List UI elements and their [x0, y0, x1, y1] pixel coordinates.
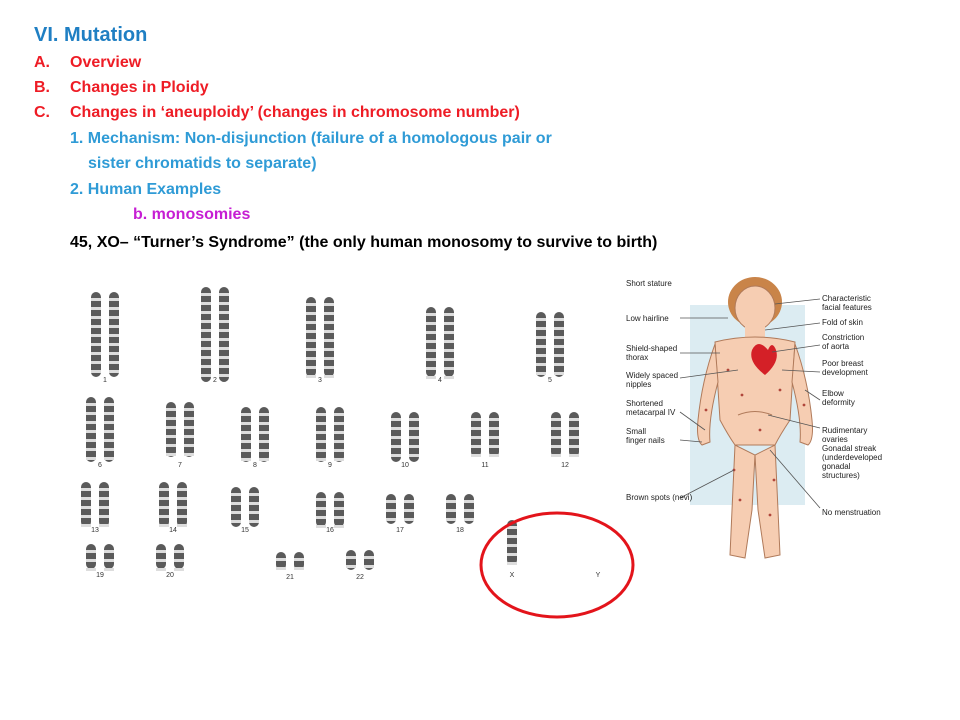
chromosome-label: X — [509, 572, 515, 579]
chromosome-1 — [91, 292, 119, 384]
chromosome-label: 14 — [169, 527, 177, 534]
chromosome-7 — [166, 402, 194, 469]
chromosome-label: 10 — [401, 462, 409, 469]
chromosome-label: 13 — [91, 527, 99, 534]
label-low-hairline: Low hairline — [626, 314, 669, 323]
label-shield-thorax-2: thorax — [626, 353, 649, 362]
chromosome-label: 9 — [328, 462, 332, 469]
item-b-marker: B. — [34, 79, 50, 96]
label-metacarpal-1: Shortened — [626, 399, 663, 408]
label-metacarpal-2: metacarpal IV — [626, 408, 676, 417]
chromosome-label: 16 — [326, 527, 334, 534]
turner-line: 45, XO– “Turner’s Syndrome” (the only human monosomy to survive to birth) — [70, 234, 658, 251]
label-ovaries-1: Rudimentary — [822, 426, 868, 435]
chromosome-3 — [306, 297, 334, 384]
label-no-menstruation: No menstruation — [822, 508, 881, 517]
label-nails-2: finger nails — [626, 436, 665, 445]
chromosome-label: 17 — [396, 527, 404, 534]
chromosome-9 — [316, 407, 344, 469]
chromosome-label: 2 — [213, 377, 217, 384]
chromosome-label: 20 — [166, 572, 174, 579]
chromosome-20 — [156, 544, 184, 579]
chromosome-15 — [231, 487, 259, 534]
chromosome-4 — [426, 307, 454, 384]
label-gonadal-1: Gonadal streak — [822, 444, 877, 453]
chromosome-13 — [81, 482, 109, 534]
chromosome-14 — [159, 482, 187, 534]
label-gonadal-4: structures) — [822, 471, 860, 480]
label-nails-1: Small — [626, 427, 647, 436]
label-aorta-2: of aorta — [822, 342, 850, 351]
chromosome-label: 21 — [286, 574, 294, 581]
chromosome-8 — [241, 407, 269, 469]
chromosome-label: 8 — [253, 462, 257, 469]
item-b-text: Changes in Ploidy — [70, 79, 209, 96]
item-a-text: Overview — [70, 54, 142, 71]
label-gonadal-3: gonadal — [822, 462, 851, 471]
chromosome-label: Y — [595, 572, 601, 579]
label-nipples-2: nipples — [626, 380, 652, 389]
label-elbow-1: Elbow — [822, 389, 844, 398]
chromosome-5 — [536, 312, 564, 384]
chromosome-21 — [276, 552, 304, 581]
label-facial-1: Characteristic — [822, 294, 871, 303]
label-gonadal-2: (underdeveloped — [822, 453, 883, 462]
mechanism-line-1: 1. Mechanism: Non-disjunction (failure of a homologous pair or — [70, 130, 552, 147]
label-nipples-1: Widely spaced — [626, 371, 679, 380]
monosomies: b. monosomies — [133, 206, 251, 223]
item-a-marker: A. — [34, 54, 50, 71]
chromosome-label: 11 — [481, 462, 489, 469]
chromosome-6 — [86, 397, 114, 469]
chromosome-label: 12 — [561, 462, 569, 469]
chromosome-label: 7 — [178, 462, 182, 469]
chromosome-label: 1 — [103, 377, 107, 384]
label-short-stature: Short stature — [626, 279, 672, 288]
chromosome-11 — [471, 412, 499, 469]
chromosome-16 — [316, 492, 344, 534]
chromosome-label: 5 — [548, 377, 552, 384]
label-fold-skin: Fold of skin — [822, 318, 863, 327]
chromosome-12 — [551, 412, 579, 469]
item-c-text: Changes in ‘aneuploidy’ (changes in chromosome number) — [70, 104, 520, 121]
chromosome-label: 19 — [96, 572, 104, 579]
chromosome-2 — [201, 287, 229, 384]
chromosome-22 — [346, 550, 374, 581]
item-c-marker: C. — [34, 104, 50, 121]
chromosome-19 — [86, 544, 114, 579]
label-breast-2: development — [822, 368, 868, 377]
chromosome-label: 6 — [98, 462, 102, 469]
chromosome-label: 22 — [356, 574, 364, 581]
mechanism-line-2: sister chromatids to separate) — [88, 155, 317, 172]
chromosome-label: 18 — [456, 527, 464, 534]
turner-figure — [610, 270, 930, 575]
chromosome-label: 3 — [318, 377, 322, 384]
chromosome-17 — [386, 494, 414, 534]
slide-title: VI. Mutation — [34, 24, 148, 46]
chromosome-label: 4 — [438, 377, 442, 384]
label-shield-thorax-1: Shield-shaped — [626, 344, 678, 353]
chromosome-10 — [391, 412, 419, 469]
label-elbow-2: deformity — [822, 398, 855, 407]
chromosome-label: 15 — [241, 527, 249, 534]
label-ovaries-2: ovaries — [822, 435, 848, 444]
chromosome-18 — [446, 494, 474, 534]
label-brown-spots: Brown spots (nevi) — [626, 493, 693, 502]
label-facial-2: facial features — [822, 303, 872, 312]
label-aorta-1: Constriction — [822, 333, 865, 342]
label-breast-1: Poor breast — [822, 359, 864, 368]
human-examples: 2. Human Examples — [70, 181, 222, 198]
